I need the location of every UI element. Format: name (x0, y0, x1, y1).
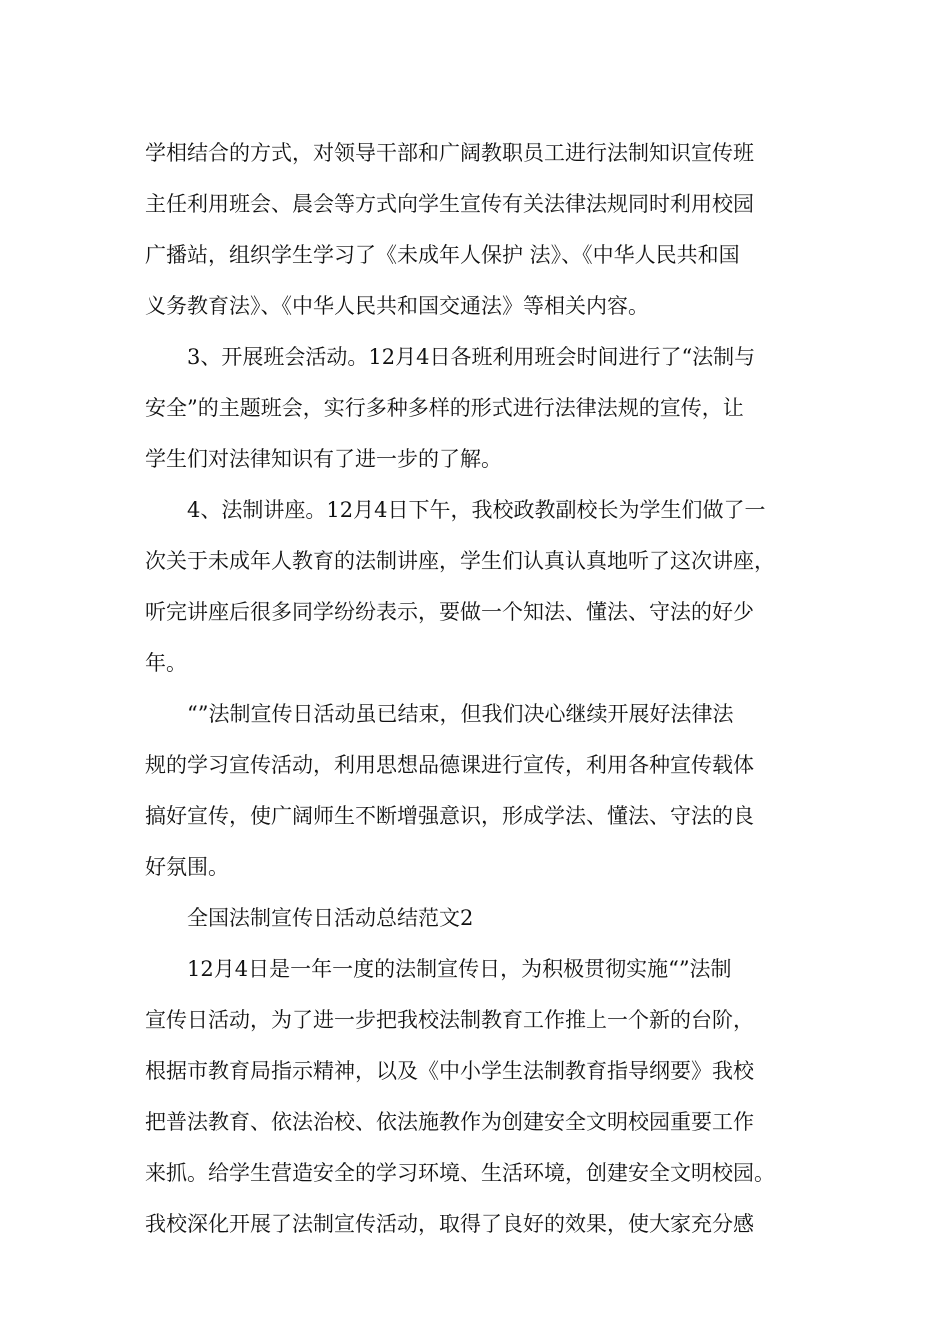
text-line-5: 3、开展班会活动。12月4日各班利用班会时间进行了“法制与 (187, 345, 756, 369)
text-line-8: 4、法制讲座。12月4日下午，我校政教副校长为学生们做了一 (187, 498, 766, 522)
text-line-7: 学生们对法律知识有了进一步的了解。 (145, 447, 502, 471)
text-line-9: 次关于未成年人教育的法制讲座，学生们认真认真地听了这次讲座， (145, 549, 775, 573)
text-line-2: 主任利用班会、晨会等方式向学生宣传有关法律法规同时利用校园 (145, 192, 754, 216)
document-body (145, 128, 825, 1250)
text-line-22: 我校深化开展了法制宣传活动，取得了良好的效果，使大家充分感 (145, 1212, 754, 1236)
text-line-14: 搞好宣传，使广阔师生不断增强意识，形成学法、懂法、守法的良 (145, 804, 754, 828)
section-heading: 全国法制宣传日活动总结范文2 (187, 906, 474, 930)
text-line-6: 安全”的主题班会，实行多种多样的形式进行法律法规的宣传，让 (145, 396, 744, 420)
text-line-4: 义务教育法》、《中华人民共和国交通法》等相关内容。 (145, 294, 649, 318)
text-line-10: 听完讲座后很多同学纷纷表示，要做一个知法、懂法、守法的好少 (145, 600, 754, 624)
text-line-20: 把普法教育、依法治校、依法施教作为创建安全文明校园重要工作 (145, 1110, 754, 1134)
text-line-17: 12月4日是一年一度的法制宣传日，为积极贯彻实施“”法制 (187, 957, 732, 981)
text-line-11: 年。 (145, 651, 187, 675)
text-line-12: “”法制宣传日活动虽已结束，但我们决心继续开展好法律法 (187, 702, 734, 726)
text-line-3: 广播站，组织学生学习了《未成年人保护 法》、《中华人民共和国 (145, 243, 740, 267)
text-line-21: 来抓。给学生营造安全的学习环境、生活环境，创建安全文明校园。 (145, 1161, 775, 1185)
text-line-19: 根据市教育局指示精神，以及《中小学生法制教育指导纲要》我校 (145, 1059, 754, 1083)
text-line-18: 宣传日活动，为了进一步把我校法制教育工作推上一个新的台阶， (145, 1008, 754, 1032)
text-line-15: 好氛围。 (145, 855, 229, 879)
text-line-1: 学相结合的方式，对领导干部和广阔教职员工进行法制知识宣传班 (145, 141, 754, 165)
text-line-13: 规的学习宣传活动，利用思想品德课进行宣传，利用各种宣传载体 (145, 753, 754, 777)
